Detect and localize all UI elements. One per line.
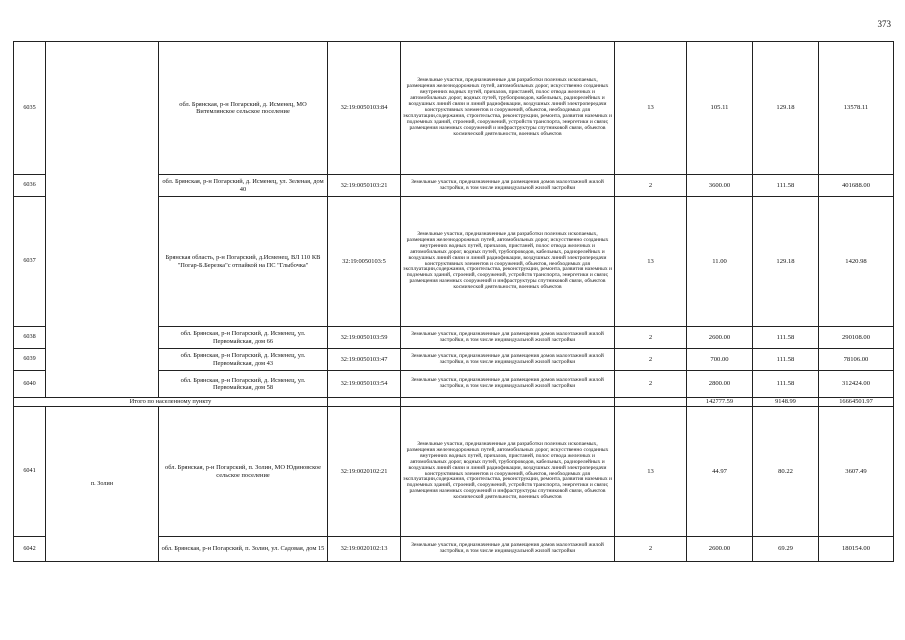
address-cell: обл. Брянская, р-н Погарский, д. Исменец, ул. Первомайская, дом 66 [159, 327, 328, 349]
land-use-description: Земельные участки, предназначенные для размещения домов малоэтажной жилой застройки, в том числе индивидуальной жилой застройки [401, 349, 615, 371]
specific-value: 129.18 [753, 42, 819, 175]
area-value: 700.00 [687, 349, 753, 371]
area-value: 11.00 [687, 197, 753, 327]
use-group-code: 13 [615, 197, 687, 327]
area-value: 44.97 [687, 407, 753, 537]
cadastral-value: 3607.49 [819, 407, 894, 537]
cadastral-value: 180154.00 [819, 537, 894, 562]
cadastral-number: 32:19:0050103:59 [328, 327, 401, 349]
land-use-description: Земельные участки, предназначенные для размещения домов малоэтажной жилой застройки, в том числе индивидуальной жилой застройки [401, 537, 615, 562]
row-number: 6041 [14, 407, 46, 537]
register-body [14, 42, 894, 562]
row-number: 6039 [14, 349, 46, 371]
land-use-description: Земельные участки, предназначенные для разработки полезных ископаемых, размещения железнодорожных путей, автомобильных дорог, искусственно созданных внутренних водных путей, причалов, пристаней, полос отвода железных и автомобильных дорог, водных путей, трубопроводов, кабельных, радиорелейных и воздушных линий связи и линий радиофикации, воздушных линий электропередачи конструктивных элементов и сооружений, объектов, необходимых для эксплуатации,содержания, строительства, реконструкции, ремонта, развития наземных и подземных зданий, строений, сооружений, устройств транспорта, энергетики и связи; размещения наземных сооружений и инфраструктуры спутниковой связи, объектов космической деятельности, военных объектов [401, 197, 615, 327]
specific-value: 111.58 [753, 371, 819, 398]
land-use-description: Земельные участки, предназначенные для размещения домов малоэтажной жилой застройки, в том числе индивидуальной жилой застройки [401, 327, 615, 349]
use-group-code: 2 [615, 371, 687, 398]
area-value: 105.11 [687, 42, 753, 175]
cadastral-number: 32:19:0050103:84 [328, 42, 401, 175]
total-rate: 9148.99 [753, 398, 819, 407]
row-number: 6038 [14, 327, 46, 349]
area-value: 2600.00 [687, 327, 753, 349]
specific-value: 111.58 [753, 327, 819, 349]
cadastral-value: 290108.00 [819, 327, 894, 349]
address-cell: Брянская область, р-н Погарский, д.Исменец, ВЛ 110 КВ "Погар-Б.Березка"с отпайкой на ПС "Глыбочка" [159, 197, 328, 327]
area-value: 3600.00 [687, 175, 753, 197]
page-number: 373 [877, 19, 891, 29]
cadastral-value: 1420.98 [819, 197, 894, 327]
specific-value: 80.22 [753, 407, 819, 537]
cadastral-number: 32:19:0020102:13 [328, 537, 401, 562]
address-cell: обл. Брянская, р-н Погарский, п. Золин, МО Юдиновское сельское поселение [159, 407, 328, 537]
cadastral-number: 32:19:0020102:21 [328, 407, 401, 537]
cadastral-number: 32:19:0050103:21 [328, 175, 401, 197]
cadastral-number: 32:19:0050103:54 [328, 371, 401, 398]
address-cell: обл. Брянская, р-н Погарский, д. Исменец, ул. Зеленая, дом 40 [159, 175, 328, 197]
row-number: 6037 [14, 197, 46, 327]
total-empty-cell [401, 398, 615, 407]
cadastral-value: 13578.11 [819, 42, 894, 175]
land-use-description: Земельные участки, предназначенные для разработки полезных ископаемых, размещения железнодорожных путей, автомобильных дорог, искусственно созданных внутренних водных путей, причалов, пристаней, полос отвода железных и автомобильных дорог, водных путей, трубопроводов, кабельных, радиорелейных и воздушных линий связи и линий радиофикации, воздушных линий электропередачи конструктивных элементов и сооружений, объектов, необходимых для эксплуатации,содержания, строительства, реконструкции, ремонта, развития наземных и подземных зданий, строений, сооружений, устройств транспорта, энергетики и связи; размещения наземных сооружений и инфраструктуры спутниковой связи, объектов космической деятельности, военных объектов [401, 42, 615, 175]
cadastral-value: 312424.00 [819, 371, 894, 398]
total-value: 16664501.97 [819, 398, 894, 407]
land-use-description: Земельные участки, предназначенные для размещения домов малоэтажной жилой застройки, в том числе индивидуальной жилой застройки [401, 371, 615, 398]
use-group-code: 2 [615, 327, 687, 349]
cadastral-number: 32:19:0050103:47 [328, 349, 401, 371]
row-number: 6040 [14, 371, 46, 398]
table-row [14, 407, 894, 537]
cadastral-value: 401688.00 [819, 175, 894, 197]
row-number: 6042 [14, 537, 46, 562]
address-cell: обл. Брянская, р-н Погарский, п. Золин, ул. Садовая, дом 15 [159, 537, 328, 562]
specific-value: 111.58 [753, 175, 819, 197]
specific-value: 129.18 [753, 197, 819, 327]
use-group-code: 2 [615, 175, 687, 197]
settlement-name: п. Золин [46, 407, 159, 562]
total-label: Итого по населенному пункту [14, 398, 328, 407]
row-number: 6035 [14, 42, 46, 175]
use-group-code: 13 [615, 407, 687, 537]
specific-value: 111.58 [753, 349, 819, 371]
row-number: 6036 [14, 175, 46, 197]
address-cell: обл. Брянская, р-н Погарский, д. Исменец, МО Витемлянское сельское поселение [159, 42, 328, 175]
address-cell: обл. Брянская, р-н Погарский, д. Исменец, ул. Первомайская, дом 43 [159, 349, 328, 371]
area-value: 2800.00 [687, 371, 753, 398]
total-empty-cell [615, 398, 687, 407]
area-value: 2600.00 [687, 537, 753, 562]
use-group-code: 13 [615, 42, 687, 175]
total-empty-cell [328, 398, 401, 407]
cadastral-value: 78106.00 [819, 349, 894, 371]
land-use-description: Земельные участки, предназначенные для разработки полезных ископаемых, размещения железнодорожных путей, автомобильных дорог, искусственно созданных внутренних водных путей, причалов, пристаней, полос отвода железных и автомобильных дорог, водных путей, трубопроводов, кабельных, радиорелейных и воздушных линий связи и линий радиофикации, воздушных линий электропередачи конструктивных элементов и сооружений, объектов, необходимых для эксплуатации,содержания, строительства, реконструкции, ремонта, развития наземных и подземных зданий, строений, сооружений, устройств транспорта, энергетики и связи; размещения наземных сооружений и инфраструктуры спутниковой связи, объектов космической деятельности, военных объектов [401, 407, 615, 537]
use-group-code: 2 [615, 537, 687, 562]
address-cell: обл. Брянская, р-н Погарский, д. Исменец, ул. Первомайская, дом 58 [159, 371, 328, 398]
table-row [14, 42, 894, 175]
cadastral-register-table [13, 41, 894, 562]
cadastral-number: 32:19:0050103:5 [328, 197, 401, 327]
specific-value: 69.29 [753, 537, 819, 562]
total-row [14, 398, 894, 407]
total-area: 142777.59 [687, 398, 753, 407]
land-use-description: Земельные участки, предназначенные для размещения домов малоэтажной жилой застройки, в том числе индивидуальной жилой застройки [401, 175, 615, 197]
use-group-code: 2 [615, 349, 687, 371]
settlement-name [46, 42, 159, 398]
